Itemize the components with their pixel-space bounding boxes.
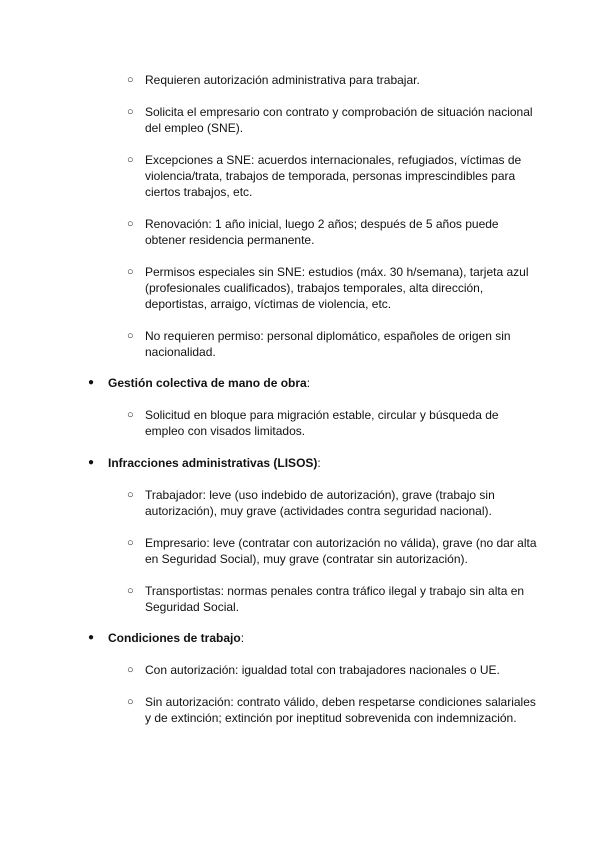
- section-heading-item: [88, 375, 528, 391]
- hollow-bullet-icon: ○: [127, 537, 134, 549]
- list-item-text: Con autorización: igualdad total con trabajadores nacionales o UE.: [145, 663, 500, 677]
- filled-bullet-icon: ●: [88, 632, 95, 643]
- list-item-text: Empresario: leve (contratar con autorización no válida), grave (no dar alta en Seguridad Social), muy grave (contratar sin autorización).: [145, 536, 537, 566]
- list-item: [127, 407, 537, 439]
- hollow-bullet-icon: ○: [127, 330, 134, 342]
- section-heading-item: [88, 630, 528, 646]
- hollow-bullet-icon: ○: [127, 696, 134, 708]
- section-heading: Condiciones de trabajo: [108, 631, 241, 645]
- hollow-bullet-icon: ○: [127, 585, 134, 597]
- list-item-text: Solicitud en bloque para migración estable, circular y búsqueda de empleo con visados limitados.: [145, 408, 499, 438]
- list-item-text: Transportistas: normas penales contra tráfico ilegal y trabajo sin alta en Seguridad Social.: [145, 584, 525, 614]
- list-item-text: Excepciones a SNE: acuerdos internacionales, refugiados, víctimas de violencia/trata, trabajos de temporada, personas imprescindibles para ciertos trabajos, etc.: [145, 153, 522, 199]
- list-item-text: Sin autorización: contrato válido, deben respetarse condiciones salariales y de extinción; extinción por ineptitud sobrevenida con indemnización.: [145, 695, 536, 725]
- list-item: [127, 152, 537, 200]
- list-item-text: Permisos especiales sin SNE: estudios (máx. 30 h/semana), tarjeta azul (profesionales cualificados), trabajos temporales, alta dirección, deportistas, arraigo, víctimas de violencia, etc.: [145, 265, 529, 311]
- list-item: [127, 535, 537, 567]
- section-heading-item: [88, 455, 528, 471]
- filled-bullet-icon: ●: [88, 377, 95, 388]
- hollow-bullet-icon: ○: [127, 218, 134, 230]
- section-heading: Infracciones administrativas (LISOS): [108, 456, 318, 470]
- heading-suffix: :: [240, 631, 245, 645]
- list-item: [127, 583, 537, 615]
- hollow-bullet-icon: ○: [127, 409, 134, 421]
- hollow-bullet-icon: ○: [127, 106, 134, 118]
- list-item: [127, 328, 537, 360]
- hollow-bullet-icon: ○: [127, 74, 134, 86]
- hollow-bullet-icon: ○: [127, 664, 134, 676]
- list-item-text: No requieren permiso: personal diplomático, españoles de origen sin nacionalidad.: [145, 329, 511, 359]
- section-heading: Gestión colectiva de mano de obra: [108, 376, 307, 390]
- list-item: [127, 104, 537, 136]
- heading-suffix: :: [317, 456, 321, 470]
- filled-bullet-icon: ●: [88, 457, 95, 468]
- list-item-text: Solicita el empresario con contrato y comprobación de situación nacional del empleo (SNE).: [145, 105, 533, 135]
- heading-suffix: :: [306, 376, 311, 390]
- list-item: [127, 694, 537, 726]
- list-item: [127, 72, 537, 88]
- list-item: [127, 216, 537, 248]
- hollow-bullet-icon: ○: [127, 266, 134, 278]
- list-item: [127, 487, 537, 519]
- list-item: [127, 662, 537, 678]
- list-item-text: Requieren autorización administrativa para trabajar.: [145, 73, 420, 87]
- hollow-bullet-icon: ○: [127, 154, 134, 166]
- list-item: [127, 264, 537, 312]
- list-item-text: Renovación: 1 año inicial, luego 2 años; después de 5 años puede obtener residencia permanente.: [145, 217, 499, 247]
- list-item-text: Trabajador: leve (uso indebido de autorización), grave (trabajo sin autorización), muy grave (actividades contra seguridad nacional).: [145, 488, 495, 518]
- hollow-bullet-icon: ○: [127, 489, 134, 501]
